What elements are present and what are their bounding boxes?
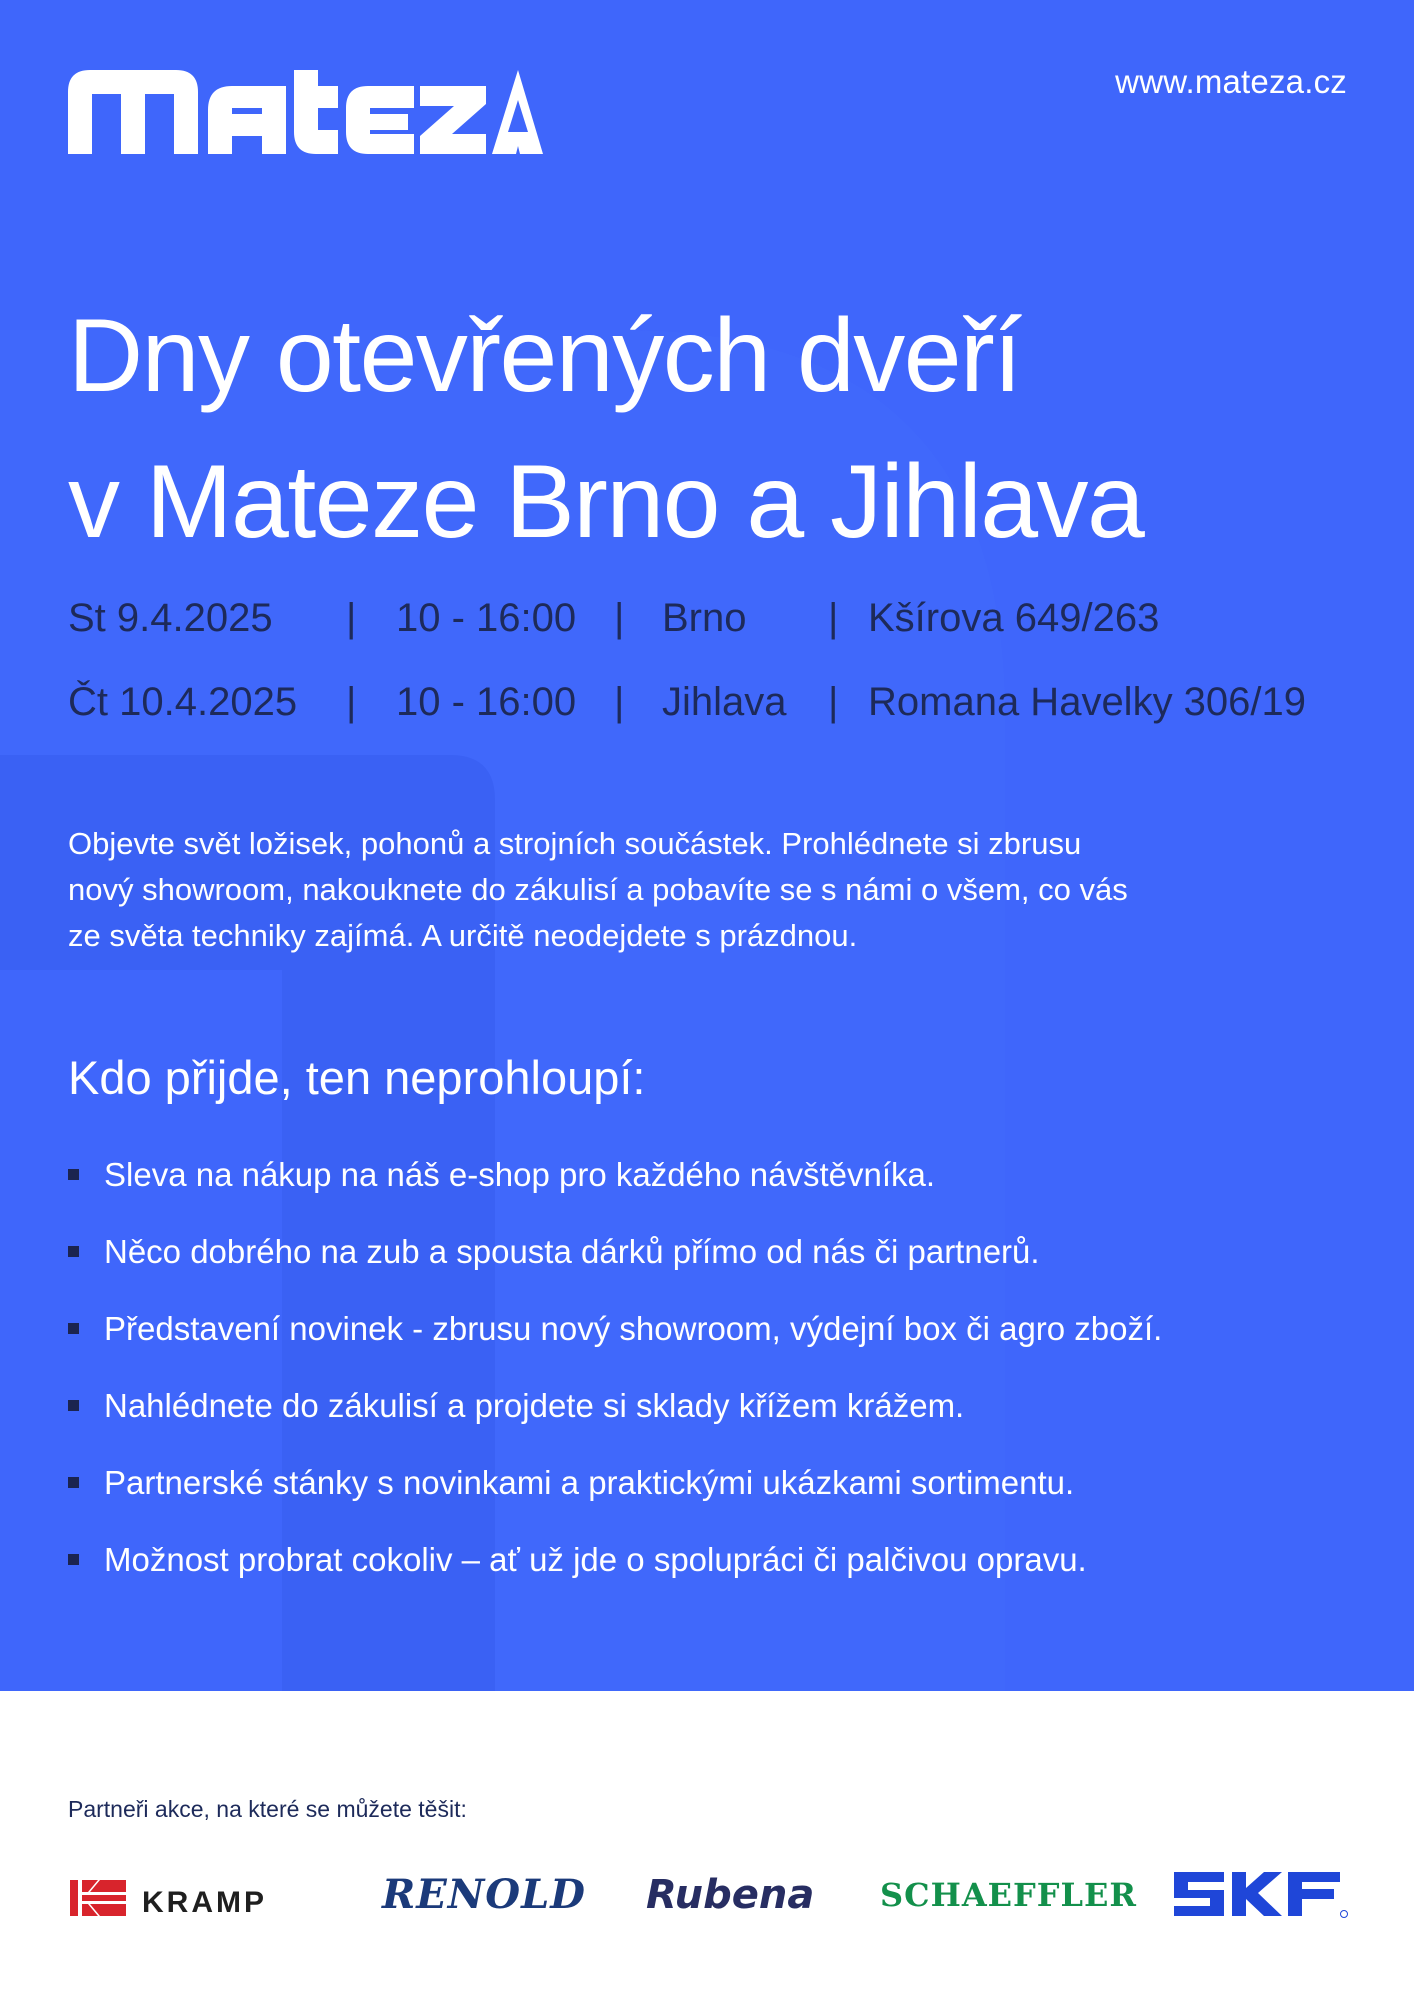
schedule-date: St 9.4.2025 [68,596,273,640]
schedule-separator: | [828,596,839,640]
intro-line: Objevte svět ložisek, pohonů a strojních součástek. Prohlédnete si zbrusu [68,826,1082,861]
renold-logo: RENOLD [382,1871,586,1918]
bullet-square-icon [68,1400,79,1411]
bullet-square-icon [68,1554,79,1565]
benefit-text: Představení novinek - zbrusu nový showroom, výdejní box či agro zboží. [104,1310,1163,1347]
schedule-city: Brno [662,596,747,640]
intro-paragraph [68,821,1348,959]
schedule-separator: | [614,596,625,640]
schedule-time: 10 - 16:00 [396,596,577,640]
schedule-separator: | [828,680,839,724]
partner-logos [68,1868,1348,1922]
bullet-square-icon [68,1323,79,1334]
schedule-city: Jihlava [662,680,787,724]
bullet-square-icon [68,1246,79,1257]
headline [68,283,1143,575]
schedule-time: 10 - 16:00 [396,680,577,724]
headline-line-1: Dny otevřených dveří [68,298,1021,414]
benefit-text: Partnerské stánky s novinkami a praktickými ukázkami sortimentu. [104,1464,1075,1501]
website-url[interactable]: www.mateza.cz [1115,63,1347,100]
intro-line: ze světa techniky zajímá. A určitě neodejdete s prázdnou. [68,918,858,953]
benefit-text: Nahlédnete do zákulisí a projdete si sklady křížem krážem. [104,1387,965,1424]
schedule-separator: | [614,680,625,724]
schedule-separator: | [346,596,357,640]
benefit-text: Možnost probrat cokoliv – ať už jde o spolupráci či palčivou opravu. [104,1541,1087,1578]
benefits-title: Kdo přijde, ten neprohloupí: [68,1051,646,1104]
headline-line-2: v Mateze Brno a Jihlava [68,444,1144,560]
schedule-address: Kšírova 649/263 [868,596,1160,640]
svg-text:KRAMP: KRAMP [142,1886,267,1919]
benefit-text: Sleva na nákup na náš e-shop pro každého návštěvníka. [104,1156,936,1193]
schedule-separator: | [346,680,357,724]
bullet-square-icon [68,1169,79,1180]
kramp-logo [68,1868,318,1922]
rubena-logo: Rubena [646,1872,815,1918]
bullet-square-icon [68,1477,79,1488]
mateza-logo [68,70,543,154]
intro-line: nový showroom, nakouknete do zákulisí a pobavíte se s námi o všem, co vás [68,872,1128,907]
schedule-address: Romana Havelky 306/19 [868,680,1307,724]
partners-label: Partneři akce, na které se můžete těšit: [68,1796,467,1822]
schedule-date: Čt 10.4.2025 [68,680,298,724]
schaeffler-logo: SCHAEFFLER [880,1876,1137,1914]
benefit-text: Něco dobrého na zub a spousta dárků přímo od nás či partnerů. [104,1233,1040,1270]
skf-logo [1174,1868,1348,1922]
